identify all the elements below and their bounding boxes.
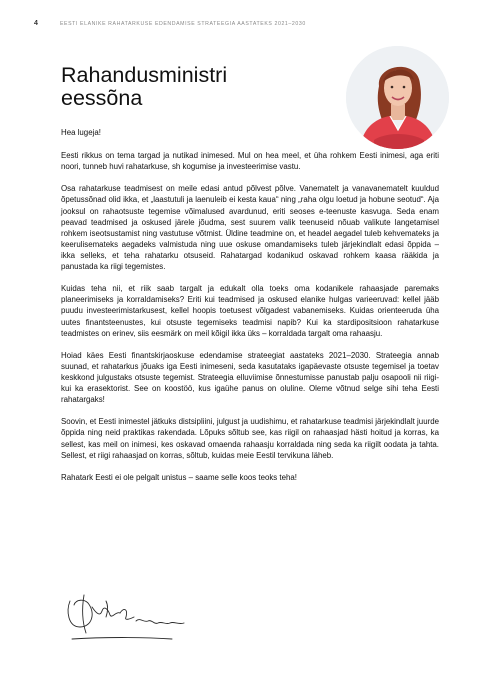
letter-paragraph-3: Kuidas teha nii, et riik saab targalt ja edukalt olla toeks oma kodanikele rahaasjade paremaks planeerimiseks ja korraldamiseks? Eriti kui teadmised ja oskused elanike hulgas varieeruvad: kellel jääb puudu investeerimistarkusest, kellel hoopis toetusest võlgadest vabanemiseks. Kuidas orienteeruda üha uutes finantsteenustes, kui otsuste tegemiseks teadmisi napib? Kui ka stardipositsioon rahatarkuse teadmistes on erinev, siis eesmärk on meil kõigil ikka üks – korraldada targalt oma rahaasju. (61, 284, 439, 338)
letter-greeting: Hea lugeja! (61, 128, 101, 137)
letter-paragraph-2: Osa rahatarkuse teadmisest on meile edasi antud põlvest põlve. Vanematelt ja vanavanematelt kuuldud õpetussõnad olid ikka, et „laastutuli ja laenuleib ei kesta kaua“ ning „raha olgu loetud ja hobune seotud“. Aja jooksul on rahaotsuste tegemise võimalused avardunud, eriti seoses e-teenuste kasvuga. Seda enam peavad teadmised ja oskused järele jõudma, sest suurem valik teenuseid nõuab valikute langetamisel rohkem iseotsustamist ning vastutuse võtmist. Üldine teadmine on, et headel aegadel tuleb kehvemateks ja keerulisemateks aegadeks valmistuda ning uue oskuse omandamiseks tuleb järjekindlalt edasi õppida – ikka selleks, et teha rahatarku otsuseid. Rahatargad kodanikud oskavad rohkem kaasa rääkida ja panustada ka riigi tegemistes. (61, 184, 439, 272)
letter-body (61, 127, 439, 483)
running-header: EESTI ELANIKE RAHATARKUSE EDENDAMISE STRATEEGIA AASTATEKS 2021–2030 (60, 21, 306, 27)
page-title (61, 64, 227, 110)
signature-icon (62, 587, 202, 647)
letter-paragraph-1: Eesti rikkus on tema targad ja nutikad inimesed. Mul on hea meel, et üha rohkem Eesti inimesi, aga eriti noori, tunneb huvi rahatarkuse, sh kogumise ja investeerimise vastu. (61, 151, 439, 172)
letter-closing: Rahatark Eesti ei ole pelgalt unistus – saame selle koos teoks teha! (61, 472, 297, 482)
page-number: 4 (34, 20, 38, 27)
signature (62, 587, 202, 647)
letter-paragraph-4: Hoiad käes Eesti finantskirjaoskuse edendamise strateegiat aastateks 2021–2030. Strateegia annab suunad, et rahatarkus jõuaks iga Eesti inimeseni, seda kasutataks igapäevaste otsuste tegemisel ja toetav keskkond julgustaks otsuste tegemist. Strateegia elluviimise õnnestumisse panustab palju osapooli nii riigi- kui ka erasektorist. See on koostöö, kus igaühe panus on oluline. Oleme võtnud selge sihi teha Eesti rahatargaks! (61, 350, 439, 405)
letter-paragraph-5: Soovin, et Eesti inimestel jätkuks distsipliini, julgust ja uudishimu, et rahatarkuse teadmisi järjekindlalt juurde õppida ning neid praktikas rakendada. Lõpuks sõltub see, kas riigil on rahaasjad hästi hoitud ja korras, ka sellest, kas meil on inimesi, kes oskavad omaenda rahaasju korraldada ning seda ka riigilt oodata ja tahta. Sellest, et riigi rahaasjad on korras, sõltub, kuidas meie Eestil tervikuna läheb. (61, 417, 439, 460)
page-title-line-1: Rahandusministri (61, 63, 228, 87)
page-title-line-2: eessõna (61, 86, 143, 110)
